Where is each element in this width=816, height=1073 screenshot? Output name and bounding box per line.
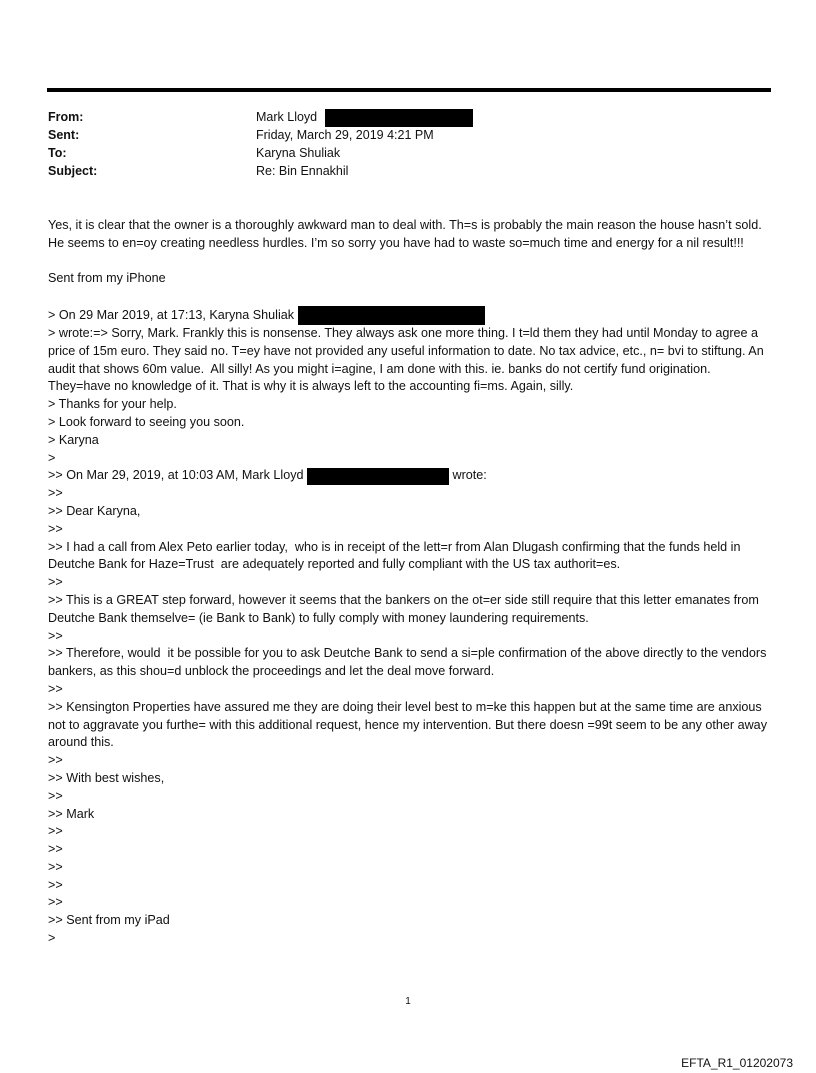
quote-marker: >> xyxy=(48,753,63,768)
sent-row xyxy=(48,126,768,144)
sent-value: Friday, March 29, 2019 4:21 PM xyxy=(256,128,434,142)
from-value xyxy=(256,108,473,127)
quote-marker: >> xyxy=(48,575,63,590)
reply-paragraph: Yes, it is clear that the owner is a thoroughly awkward man to deal with. Th=s is probably the main reason the house hasn’t sold. He seems to en=oy creating needless hurdles. I’m so sorry you have had to waste so=much time and energy for a nil result!!! xyxy=(48,218,766,250)
quoted-paragraph-4: >> Kensington Properties have assured me they are doing their level best to m=ke this happen but at the same time are anxious not to aggravate you furthe= with this additional request, hence my intervention. But there doesn =99t seem to be any other away around this. xyxy=(48,699,771,750)
header-rule xyxy=(47,88,771,92)
karyna-thanks: > Thanks for your help. xyxy=(48,397,177,412)
quote-marker: >> xyxy=(48,824,63,839)
email-body xyxy=(48,217,772,948)
quote-marker: >> xyxy=(48,788,63,803)
karyna-sign: > Karyna xyxy=(48,432,99,447)
karyna-look-forward: > Look forward to seeing you soon. xyxy=(48,414,245,429)
subject-value: Re: Bin Ennakhil xyxy=(256,164,349,178)
quote-marker: >> xyxy=(48,895,63,910)
quote-marker: >> xyxy=(48,859,63,874)
quoted-paragraph-3: >> Therefore, would it be possible for you to ask Deutche Bank to send a si=ple confirmation of the above directly to the vendors bankers, as this shou=d unblock the proceedings and let the deal move forward. xyxy=(48,646,770,679)
quote-marker: >> xyxy=(48,681,63,696)
mark-quote-header-text: >> On Mar 29, 2019, at 10:03 AM, Mark Lloyd xyxy=(48,468,304,483)
quoted-paragraph-2: >> This is a GREAT step forward, however it seems that the bankers on the ot=er side still require that this letter emanates from Deutche Bank themselve= (ie Bank to Bank) to fully comply with money laundering requirements. xyxy=(48,592,763,625)
signature: Sent from my iPhone xyxy=(48,271,166,286)
mark-quote-header xyxy=(48,467,772,485)
quote-marker: >> xyxy=(48,877,63,892)
sent-from-ipad: >> Sent from my iPad xyxy=(48,913,170,928)
quote-marker: >> xyxy=(48,486,63,501)
from-name: Mark Lloyd xyxy=(256,110,318,124)
final-quote-marker: > xyxy=(48,931,56,946)
redaction-bar xyxy=(298,306,485,325)
dear-line: >> Dear Karyna, xyxy=(48,503,141,518)
quoted-paragraph-1: >> I had a call from Alex Peto earlier today, who is in receipt of the lett=r from Alan Dlugash confirming that the funds held in Deutche Bank for Haze=Trust are adequately reported and fully compliant with the US tax authorit=es. xyxy=(48,539,744,572)
karyna-message: > wrote:=> Sorry, Mark. Frankly this is nonsense. They always ask one more thing. I t=ld them they had until Monday to agree a price of 15m euro. They said no. T=ey have not provided any useful information to date. No tax advice, etc., n= bvi to stiftung. An audit that shows 60m value. All silly! As you might i=agine, I am done with this. ie. banks do not certify fund origination. They=have no knowledge of it. That is why it is always left to the accounting fi=ms. Again, silly. xyxy=(48,325,768,394)
email-header xyxy=(48,108,768,180)
redaction-bar xyxy=(325,109,473,127)
quote-marker: >> xyxy=(48,628,63,643)
to-value: Karyna Shuliak xyxy=(256,146,341,160)
to-label: To: xyxy=(48,146,67,160)
from-label: From: xyxy=(48,110,84,124)
redaction-bar xyxy=(307,468,449,485)
sent-label: Sent: xyxy=(48,128,80,142)
quote-marker: > xyxy=(48,450,56,465)
quote-header-text: > On 29 Mar 2019, at 17:13, Karyna Shuliak xyxy=(48,307,295,322)
document-id: EFTA_R1_01202073 xyxy=(681,1056,793,1070)
mark-sign: >> Mark xyxy=(48,806,95,821)
from-row xyxy=(48,108,768,126)
best-wishes: >> With best wishes, xyxy=(48,770,165,785)
quote-header xyxy=(48,306,772,325)
mark-quote-header-end: wrote: xyxy=(452,468,487,483)
subject-label: Subject: xyxy=(48,164,98,178)
subject-row xyxy=(48,162,768,180)
quote-marker: >> xyxy=(48,521,63,536)
to-row xyxy=(48,144,768,162)
quote-marker: >> xyxy=(48,842,63,857)
page-number: 1 xyxy=(405,996,411,1007)
